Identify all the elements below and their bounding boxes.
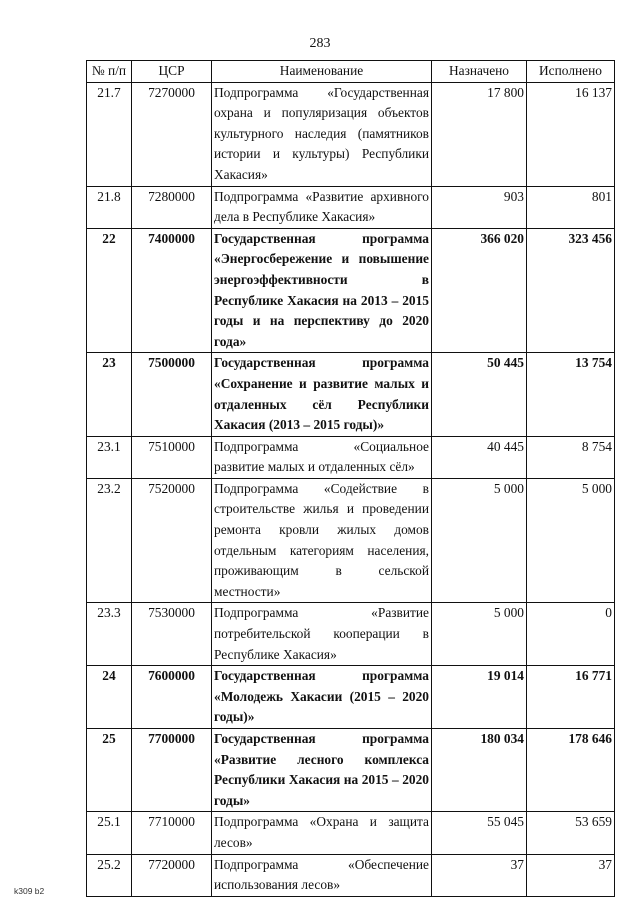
row-name: Подпрограмма «Развитие потребительской кооперации в Республике Хакасия» (212, 603, 432, 666)
row-number: 22 (87, 228, 132, 353)
row-number: 25.1 (87, 812, 132, 854)
row-executed: 801 (527, 186, 615, 228)
row-csr-code: 7600000 (132, 666, 212, 729)
row-number: 23.3 (87, 603, 132, 666)
row-csr-code: 7700000 (132, 729, 212, 812)
row-name: Государственная программа «Развитие лесного комплекса Республики Хакасия на 2015 – 2020 годы» (212, 729, 432, 812)
row-number: 21.7 (87, 82, 132, 186)
row-planned: 366 020 (432, 228, 527, 353)
row-name: Подпрограмма «Социальное развитие малых и отдаленных сёл» (212, 436, 432, 478)
row-planned: 180 034 (432, 729, 527, 812)
row-executed: 16 771 (527, 666, 615, 729)
table-row (87, 353, 615, 436)
header-name: Наименование (212, 61, 432, 83)
header-planned: Назначено (432, 61, 527, 83)
row-planned: 17 800 (432, 82, 527, 186)
table-row (87, 228, 615, 353)
row-number: 24 (87, 666, 132, 729)
row-planned: 5 000 (432, 478, 527, 603)
row-name: Подпрограмма «Государственная охрана и популяризация объектов культурного наследия (памятников истории и культуры) Республики Хакасия» (212, 82, 432, 186)
row-planned: 55 045 (432, 812, 527, 854)
row-name: Подпрограмма «Обеспечение использования лесов» (212, 854, 432, 896)
row-name: Государственная программа «Энергосбережение и повышение энергоэффективности в Республике Хакасия на 2013 – 2015 годы и на перспективу до 2020 года» (212, 228, 432, 353)
row-planned: 5 000 (432, 603, 527, 666)
table-row (87, 603, 615, 666)
header-csr: ЦСР (132, 61, 212, 83)
row-number: 21.8 (87, 186, 132, 228)
row-name: Государственная программа «Молодежь Хакасии (2015 – 2020 годы)» (212, 666, 432, 729)
row-planned: 40 445 (432, 436, 527, 478)
row-csr-code: 7530000 (132, 603, 212, 666)
row-csr-code: 7520000 (132, 478, 212, 603)
row-name: Подпрограмма «Содействие в строительстве жилья и проведении ремонта кровли жилых домов отдельным категориям населения, проживающим в сельской местности» (212, 478, 432, 603)
row-executed: 323 456 (527, 228, 615, 353)
row-csr-code: 7710000 (132, 812, 212, 854)
row-executed: 8 754 (527, 436, 615, 478)
row-name: Подпрограмма «Развитие архивного дела в Республике Хакасия» (212, 186, 432, 228)
row-name: Государственная программа «Сохранение и развитие малых и отдаленных сёл Республики Хакасия (2013 – 2015 годы)» (212, 353, 432, 436)
row-executed: 178 646 (527, 729, 615, 812)
row-csr-code: 7270000 (132, 82, 212, 186)
row-csr-code: 7400000 (132, 228, 212, 353)
row-number: 23 (87, 353, 132, 436)
table-row (87, 82, 615, 186)
row-number: 25.2 (87, 854, 132, 896)
row-csr-code: 7510000 (132, 436, 212, 478)
row-name: Подпрограмма «Охрана и защита лесов» (212, 812, 432, 854)
row-planned: 19 014 (432, 666, 527, 729)
table-row (87, 478, 615, 603)
row-number: 23.1 (87, 436, 132, 478)
row-executed: 0 (527, 603, 615, 666)
table-header-row (87, 61, 615, 83)
budget-table (86, 60, 615, 897)
row-csr-code: 7720000 (132, 854, 212, 896)
footer-code: k309 b2 (14, 886, 45, 896)
row-planned: 903 (432, 186, 527, 228)
row-executed: 37 (527, 854, 615, 896)
row-planned: 37 (432, 854, 527, 896)
table-body (87, 82, 615, 896)
row-executed: 13 754 (527, 353, 615, 436)
table-row (87, 854, 615, 896)
row-executed: 16 137 (527, 82, 615, 186)
table-row (87, 186, 615, 228)
row-number: 23.2 (87, 478, 132, 603)
table-row (87, 729, 615, 812)
row-executed: 53 659 (527, 812, 615, 854)
header-num: № п/п (87, 61, 132, 83)
table-row (87, 436, 615, 478)
header-executed: Исполнено (527, 61, 615, 83)
page-number: 283 (309, 36, 331, 51)
table-row (87, 812, 615, 854)
table-row (87, 666, 615, 729)
row-csr-code: 7500000 (132, 353, 212, 436)
row-number: 25 (87, 729, 132, 812)
row-csr-code: 7280000 (132, 186, 212, 228)
row-planned: 50 445 (432, 353, 527, 436)
row-executed: 5 000 (527, 478, 615, 603)
